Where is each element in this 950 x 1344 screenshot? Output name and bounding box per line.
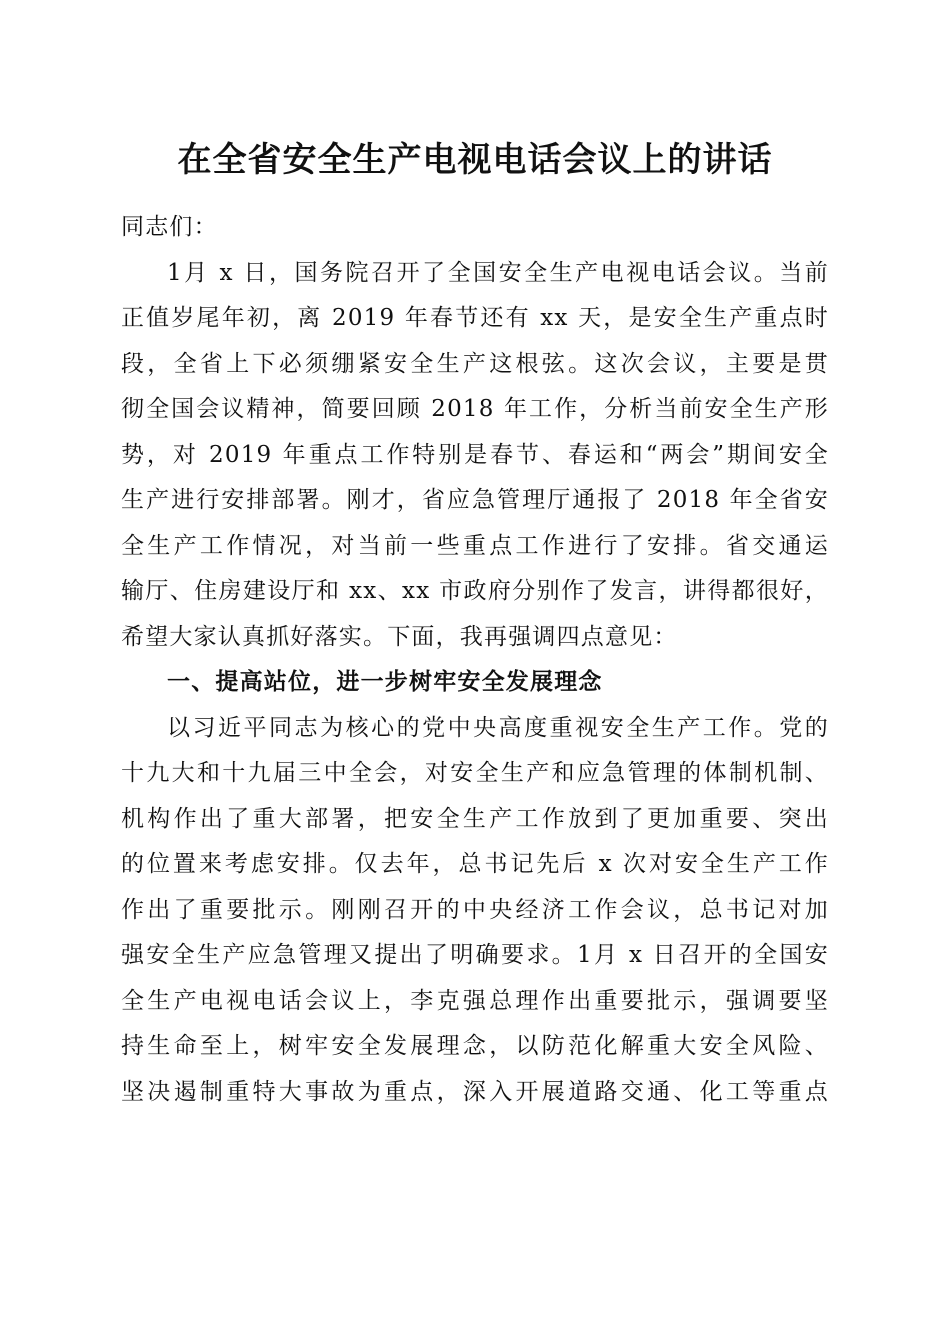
document-title: 在全省安全生产电视电话会议上的讲话: [177, 140, 773, 180]
paragraph-line: 以习近平同志为核心的党中央高度重视安全生产工作。党的: [167, 714, 829, 741]
paragraph-line: 希望大家认真抓好落实。下面，我再强调四点意见：: [121, 623, 678, 650]
paragraph-line: 持生命至上，树牢安全发展理念，以防范化解重大安全风险、: [121, 1033, 829, 1059]
greeting: 同志们：: [121, 214, 218, 240]
section-heading: 一、提高站位，进一步树牢安全发展理念: [167, 669, 603, 695]
paragraph-line: 生产进行安排部署。刚才，省应急管理厅通报了 2018 年全省安: [121, 487, 829, 513]
paragraph-line: 彻全国会议精神，简要回顾 2018 年工作，分析当前安全生产形: [121, 396, 829, 422]
paragraph-1: [121, 251, 829, 661]
paragraph-line: 1月 x 日，国务院召开了全国安全生产电视电话会议。当前: [167, 259, 829, 286]
paragraph-line: 输厅、住房建设厅和 xx、xx 市政府分别作了发言，讲得都很好，: [121, 578, 829, 604]
paragraph-line: 十九大和十九届三中全会，对安全生产和应急管理的体制机制、: [121, 760, 829, 786]
paragraph-line: 机构作出了重大部署，把安全生产工作放到了更加重要、突出: [121, 805, 829, 832]
paragraph-line: 坚决遏制重特大事故为重点，深入开展道路交通、化工等重点: [121, 1078, 829, 1105]
document-body: [121, 205, 829, 1115]
paragraph-line: 作出了重要批示。刚刚召开的中央经济工作会议，总书记对加: [121, 896, 829, 923]
paragraph-2: [121, 706, 829, 1116]
paragraph-line: 强安全生产应急管理又提出了明确要求。1月 x 日召开的全国安: [121, 942, 829, 968]
paragraph-line: 全生产工作情况，对当前一些重点工作进行了安排。省交通运: [121, 532, 829, 559]
paragraph-line: 段，全省上下必须绷紧安全生产这根弦。这次会议，主要是贯: [121, 350, 829, 377]
paragraph-line: 的位置来考虑安排。仅去年，总书记先后 x 次对安全生产工作: [121, 851, 829, 877]
paragraph-line: 势，对 2019 年重点工作特别是春节、春运和“两会”期间安全: [121, 441, 829, 468]
paragraph-line: 全生产电视电话会议上，李克强总理作出重要批示，强调要坚: [121, 987, 829, 1014]
paragraph-line: 正值岁尾年初，离 2019 年春节还有 xx 天，是安全生产重点时: [121, 305, 829, 331]
